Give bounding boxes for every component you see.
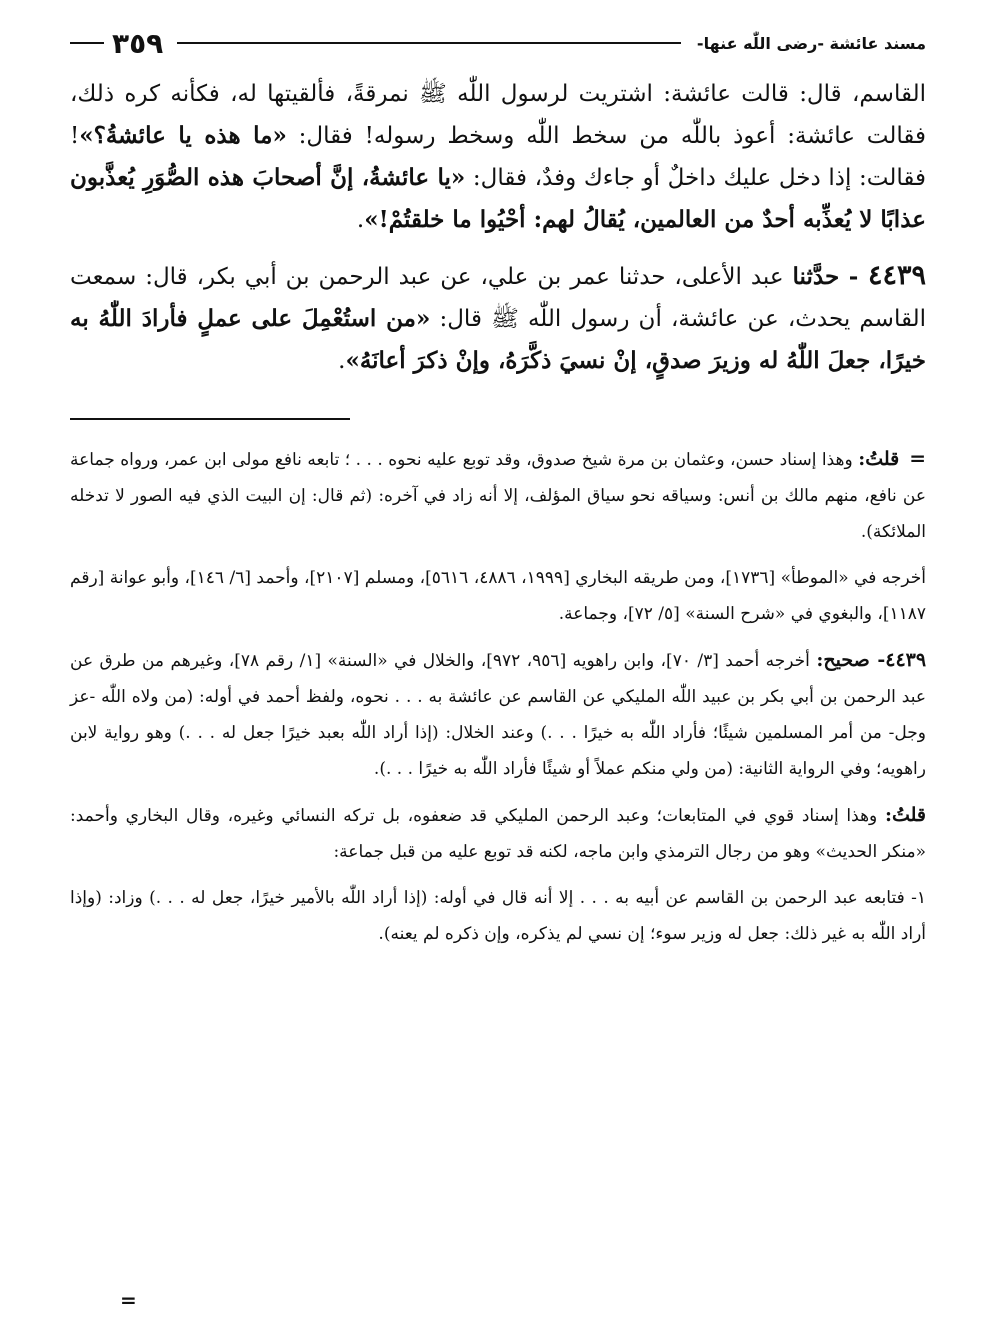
header-rule bbox=[177, 42, 681, 44]
footnote-paragraph bbox=[70, 880, 926, 952]
header-rule-end bbox=[70, 42, 104, 44]
footnote-paragraph bbox=[70, 560, 926, 632]
footnote-paragraph bbox=[70, 797, 926, 870]
page bbox=[70, 22, 926, 1312]
footnote-separator bbox=[70, 418, 350, 420]
transmission-label: - حدَّثنا bbox=[792, 263, 868, 290]
hadith-4439 bbox=[70, 255, 926, 382]
footnote-paragraph bbox=[70, 440, 926, 550]
note-text: وهذا إسناد حسن، وعثمان بن مرة شيخ صدوق، وقد توبع عليه نحوه . . . ؛ تابعه نافع مولى ابن عمر، ورواه جماعة عن نافع، منهم مالك بن أنس: وسياقه نحو سياق المؤلف، إلا أنه زاد في آخره: (ثم قال: إن البيت الذي فيه الصور لا تدخله الملائكة). bbox=[70, 450, 926, 542]
continuation-mark-end: = bbox=[120, 1288, 137, 1312]
page-header bbox=[70, 22, 926, 64]
hadith-number: ٤٤٣٩ bbox=[868, 260, 927, 291]
page-number: ٣٥٩ bbox=[112, 26, 164, 60]
prophetic-quote: «ما هذه يا عائشةُ؟» bbox=[79, 122, 287, 149]
running-title: مسند عائشة -رضى اللّٰه عنها- bbox=[696, 33, 926, 53]
note-text: ١- فتابعه عبد الرحمن بن القاسم عن أبيه به . . . إلا أنه قال في أوله: (إذا أراد اللّٰه بالأمير خيرًا، جعل له . . .) وزاد: (وإذا أراد اللّٰه به غير ذلك: جعل له وزير سوء؛ إن نسي لم يذكره، وإن ذكره لم يعنه). bbox=[70, 888, 926, 944]
note-text: أخرجه في «الموطأ» [١٧٣٦]، ومن طريقه البخاري [١٩٩٩، ٤٨٨٦، ٥٦١٦]، ومسلم [٢١٠٧]، وأحمد [٦/ ١٤٦]، وأبو عوانة [رقم ١١٨٧]، والبغوي في «شرح السنة» [٥/ ٧٢]، وجماعة. bbox=[70, 568, 926, 624]
note-label: ٤٤٣٩- صحيح: bbox=[816, 649, 927, 671]
hadith-continuation bbox=[70, 74, 926, 241]
prophetic-quote: «من استُعْمِلَ على عملٍ فأرادَ اللّٰهُ به خيرًا، جعلَ اللّٰهُ له وزيرَ صدقٍ، إنْ نسيَ ذكَّرَهُ، وإنْ ذكرَ أعانَهُ» bbox=[70, 305, 926, 374]
note-text: وهذا إسناد قوي في المتابعات؛ وعبد الرحمن المليكي قد ضعفوه، بل تركه النسائي وغيره، وقال البخاري وأحمد: «منكر الحديث» وهو من رجال الترمذي وابن ماجه، لكنه قد توبع عليه من قبل جماعة: bbox=[70, 806, 926, 862]
hadith-text: ! فقالت: إذا دخل عليك داخلٌ أو جاءك وفدٌ، فقال: bbox=[70, 123, 926, 191]
main-text bbox=[70, 74, 926, 382]
hadith-text: القاسم، قال: قالت عائشة: اشتريت لرسول اللّٰه ﷺ نمرقةً، فألقيتها له، فكأنه كره ذلك، فقالت عائشة: أعوذ باللّٰه من سخط اللّٰه وسخط رسوله! فقال: bbox=[70, 81, 927, 149]
footnote-paragraph bbox=[70, 642, 926, 787]
sentence-end: . bbox=[356, 207, 365, 233]
continuation-mark: = bbox=[909, 446, 926, 470]
footnotes bbox=[70, 440, 926, 952]
prophetic-quote: «يا عائشةُ، إنَّ أصحابَ هذه الصُّوَرِ يُعذَّبون عذابًا لا يُعذِّبه أحدٌ من العالمين، يُقالُ لهم: أحْيُوا ما خلقتُمْ!» bbox=[70, 164, 926, 233]
sentence-end: . bbox=[338, 348, 346, 374]
hadith-text: عبد الأعلى، حدثنا عمر بن علي، عن عبد الرحمن بن أبي بكر، قال: سمعت القاسم يحدث، عن عائشة، أن رسول اللّٰه ﷺ قال: bbox=[70, 264, 926, 332]
note-text: أخرجه أحمد [٣/ ٧٠]، وابن راهويه [٩٥٦، ٩٧٢]، والخلال في «السنة» [١/ رقم ٧٨]، وغيرهم من طرق عن عبد الرحمن بن أبي بكر بن عبيد اللّٰه المليكي عن القاسم عن عائشة به . . . نحوه، ولفظ أحمد في أوله: (من ولاه اللّٰه -عز وجل- من أمر المسلمين شيئًا؛ فأراد اللّٰه به خيرًا . . .) وعند الخلال: (إذا أراد اللّٰه بعبد خيرًا جعل له . . .) وهو رواية لابن راهويه؛ وفي الرواية الثانية: (من ولي منكم عملاً أو شيئًا فأراد اللّٰه به خيرًا . . .). bbox=[70, 651, 926, 779]
note-label: قلتُ: bbox=[858, 448, 900, 470]
note-label: قلتُ: bbox=[884, 804, 926, 826]
